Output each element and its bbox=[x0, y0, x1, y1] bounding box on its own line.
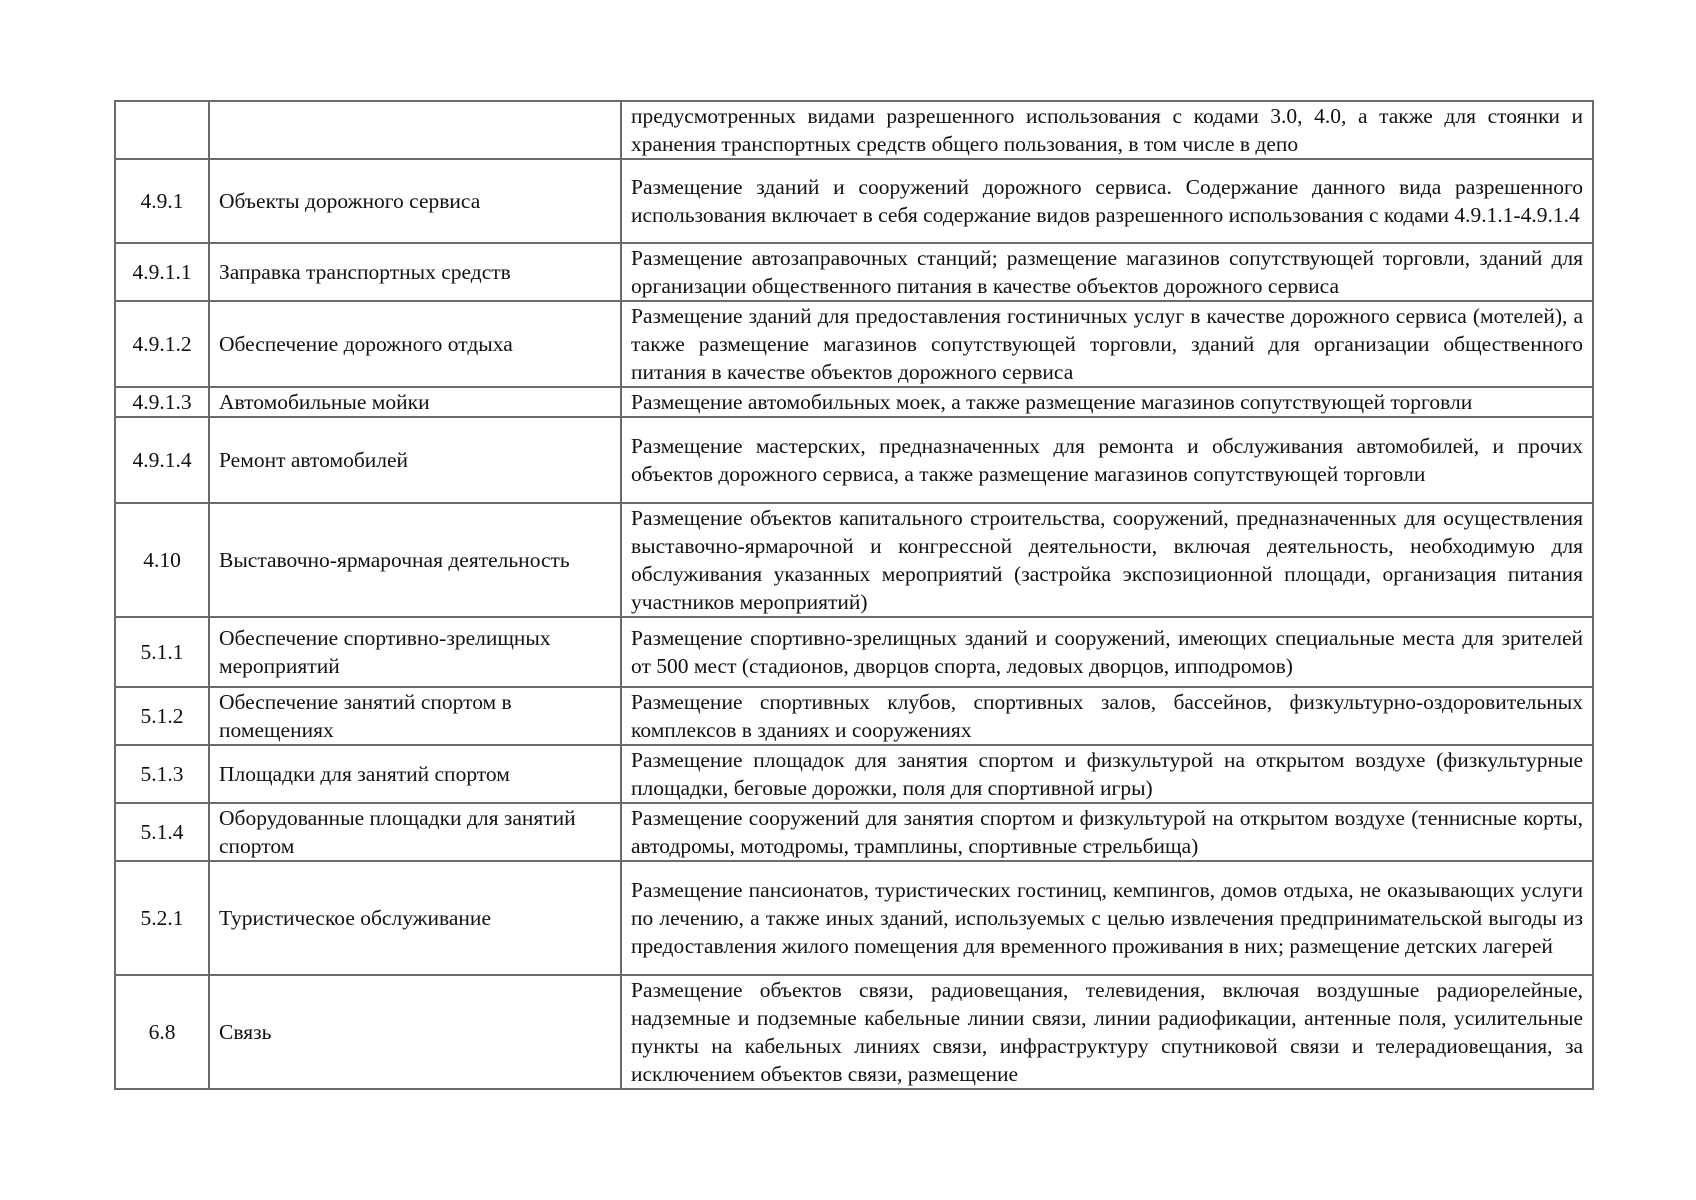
table-row bbox=[115, 745, 1593, 803]
row-description: Размещение спортивных клубов, спортивных залов, бассейнов, физкультурно-оздоровительных комплексов в зданиях и сооружениях bbox=[621, 687, 1593, 745]
row-name: Ремонт автомобилей bbox=[209, 417, 621, 503]
table-row bbox=[115, 975, 1593, 1089]
row-code: 4.9.1.2 bbox=[115, 301, 209, 387]
table-row bbox=[115, 803, 1593, 861]
table-row bbox=[115, 243, 1593, 301]
row-description: Размещение зданий и сооружений дорожного сервиса. Содержание данного вида разрешенного использования включает в себя содержание видов разрешенного использования с кодами 4.9.1.1-4.9.1.4 bbox=[621, 159, 1593, 243]
row-code bbox=[115, 101, 209, 159]
row-code: 5.1.3 bbox=[115, 745, 209, 803]
row-description: Размещение зданий для предоставления гостиничных услуг в качестве дорожного сервиса (мотелей), а также размещение магазинов сопутствующей торговли, зданий для организации общественного питания в качестве объектов дорожного сервиса bbox=[621, 301, 1593, 387]
row-description: Размещение автозаправочных станций; размещение магазинов сопутствующей торговли, зданий для организации общественного питания в качестве объектов дорожного сервиса bbox=[621, 243, 1593, 301]
row-code: 6.8 bbox=[115, 975, 209, 1089]
row-name bbox=[209, 101, 621, 159]
table-row bbox=[115, 861, 1593, 975]
table-row bbox=[115, 159, 1593, 243]
row-code: 5.2.1 bbox=[115, 861, 209, 975]
row-code: 4.10 bbox=[115, 503, 209, 617]
row-description: Размещение автомобильных моек, а также размещение магазинов сопутствующей торговли bbox=[621, 387, 1593, 417]
row-name: Обеспечение дорожного отдыха bbox=[209, 301, 621, 387]
row-code: 5.1.4 bbox=[115, 803, 209, 861]
row-code: 4.9.1.4 bbox=[115, 417, 209, 503]
table-row bbox=[115, 617, 1593, 687]
table-row bbox=[115, 301, 1593, 387]
row-name: Объекты дорожного сервиса bbox=[209, 159, 621, 243]
row-name: Туристическое обслуживание bbox=[209, 861, 621, 975]
row-code: 4.9.1.1 bbox=[115, 243, 209, 301]
row-description: Размещение спортивно-зрелищных зданий и сооружений, имеющих специальные места для зрителей от 500 мест (стадионов, дворцов спорта, ледовых дворцов, ипподромов) bbox=[621, 617, 1593, 687]
row-name: Площадки для занятий спортом bbox=[209, 745, 621, 803]
row-name: Связь bbox=[209, 975, 621, 1089]
row-name: Выставочно-ярмарочная деятельность bbox=[209, 503, 621, 617]
row-name: Обеспечение спортивно-зрелищных мероприятий bbox=[209, 617, 621, 687]
row-name: Заправка транспортных средств bbox=[209, 243, 621, 301]
row-code: 4.9.1.3 bbox=[115, 387, 209, 417]
table-row bbox=[115, 417, 1593, 503]
land-use-table bbox=[114, 100, 1594, 1090]
row-name: Автомобильные мойки bbox=[209, 387, 621, 417]
row-name: Оборудованные площадки для занятий спортом bbox=[209, 803, 621, 861]
row-description: Размещение площадок для занятия спортом и физкультурой на открытом воздухе (физкультурные площадки, беговые дорожки, поля для спортивной игры) bbox=[621, 745, 1593, 803]
row-description: Размещение объектов капитального строительства, сооружений, предназначенных для осуществления выставочно-ярмарочной и конгрессной деятельности, включая деятельность, необходимую для обслуживания указанных мероприятий (застройка экспозиционной площади, организация питания участников мероприятий) bbox=[621, 503, 1593, 617]
row-description: Размещение пансионатов, туристических гостиниц, кемпингов, домов отдыха, не оказывающих услуги по лечению, а также иных зданий, используемых с целью извлечения предпринимательской выгоды из предоставления жилого помещения для временного проживания в них; размещение детских лагерей bbox=[621, 861, 1593, 975]
table-row bbox=[115, 387, 1593, 417]
row-description: Размещение мастерских, предназначенных для ремонта и обслуживания автомобилей, и прочих объектов дорожного сервиса, а также размещение магазинов сопутствующей торговли bbox=[621, 417, 1593, 503]
row-name: Обеспечение занятий спортом в помещениях bbox=[209, 687, 621, 745]
row-description: Размещение объектов связи, радиовещания, телевидения, включая воздушные радиорелейные, надземные и подземные кабельные линии связи, линии радиофикации, антенные поля, усилительные пункты на кабельных линиях связи, инфраструктуру спутниковой связи и телерадиовещания, за исключением объектов связи, размещение bbox=[621, 975, 1593, 1089]
row-code: 5.1.2 bbox=[115, 687, 209, 745]
row-code: 4.9.1 bbox=[115, 159, 209, 243]
row-description: Размещение сооружений для занятия спортом и физкультурой на открытом воздухе (теннисные корты, автодромы, мотодромы, трамплины, спортивные стрельбища) bbox=[621, 803, 1593, 861]
table-row bbox=[115, 687, 1593, 745]
table-row bbox=[115, 503, 1593, 617]
row-code: 5.1.1 bbox=[115, 617, 209, 687]
row-description: предусмотренных видами разрешенного использования с кодами 3.0, 4.0, а также для стоянки и хранения транспортных средств общего пользования, в том числе в депо bbox=[621, 101, 1593, 159]
table-row bbox=[115, 101, 1593, 159]
